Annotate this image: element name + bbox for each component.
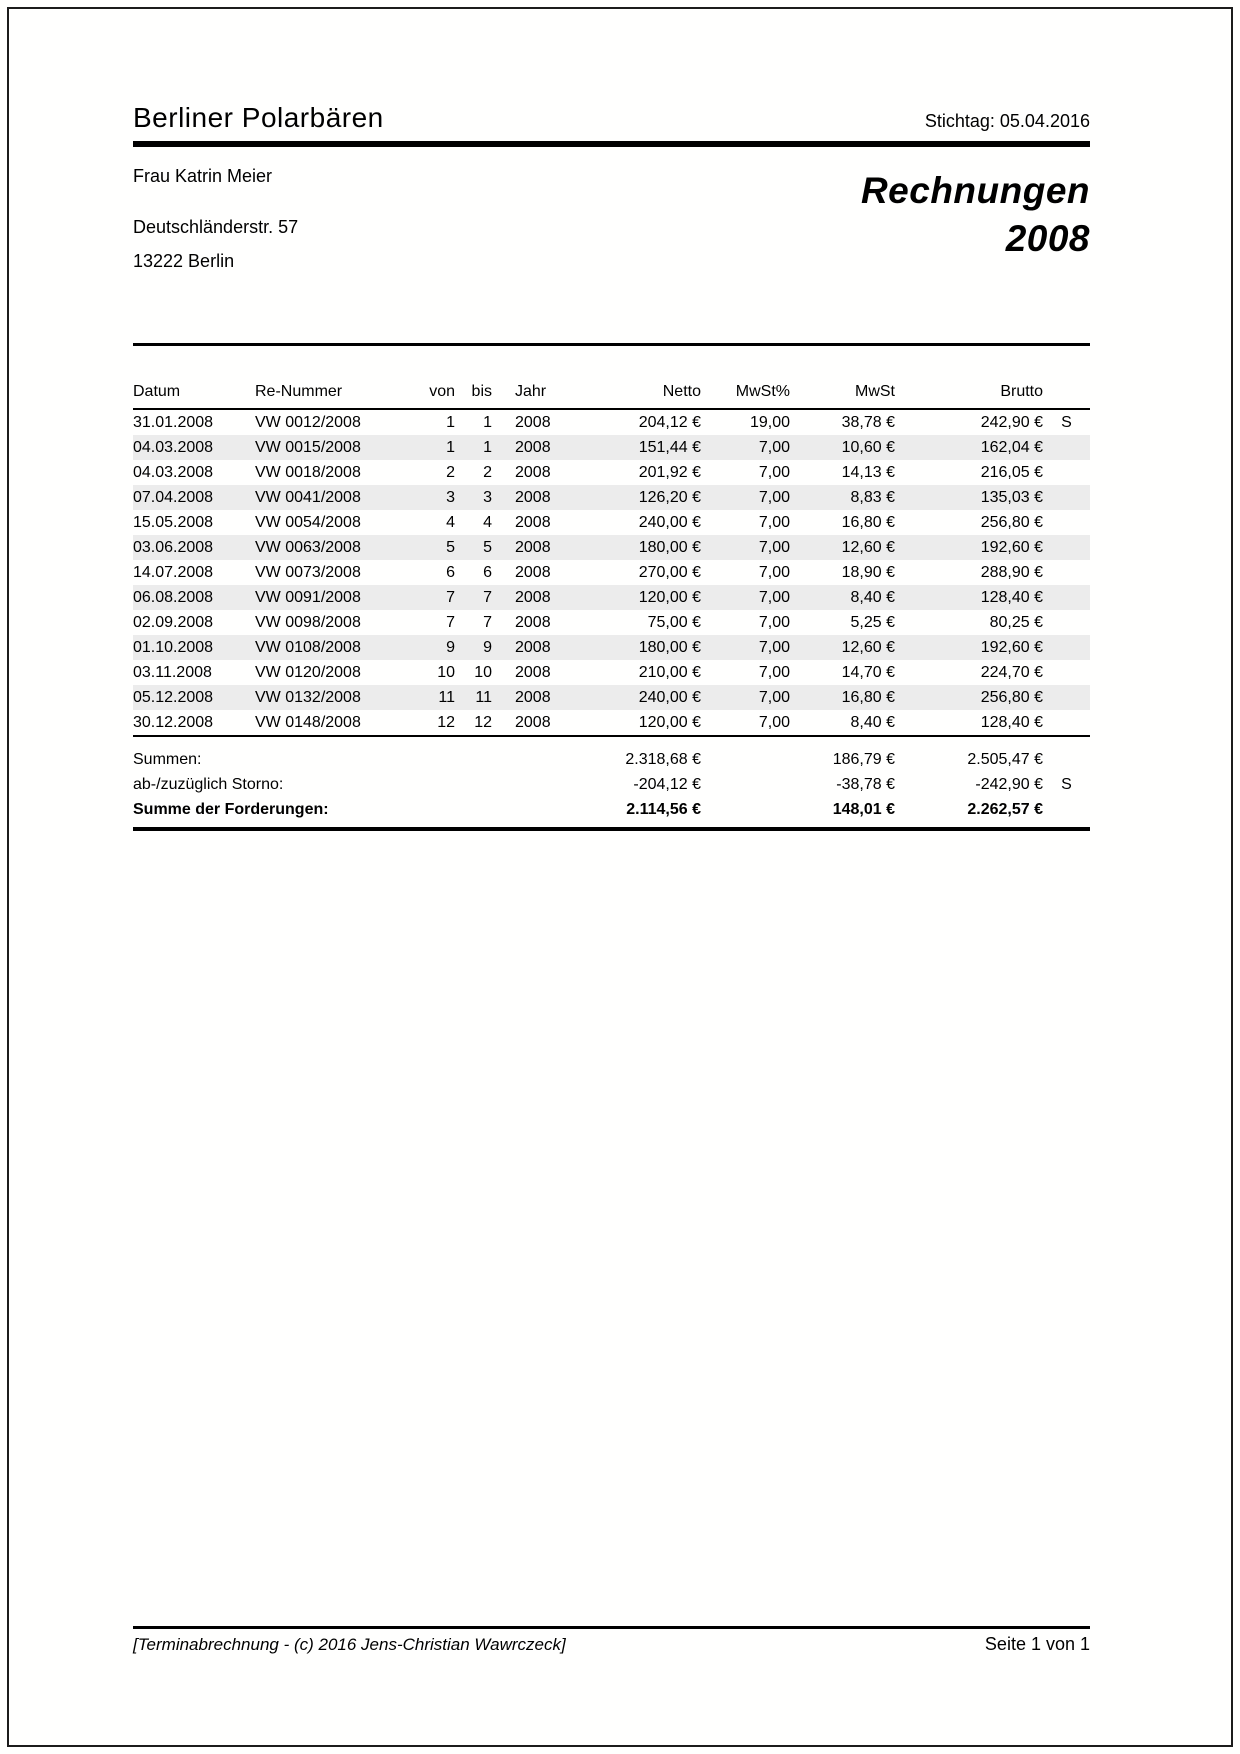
cell-netto: 120,00 €: [638, 713, 701, 731]
document-title-line2: 2008: [1005, 218, 1090, 259]
cell-netto: 240,00 €: [638, 513, 701, 531]
cell-jahr: 2008: [515, 463, 551, 481]
cell-datum: 04.03.2008: [133, 438, 214, 456]
cell-re-nummer: VW 0018/2008: [255, 463, 361, 481]
table-row: [133, 610, 1090, 635]
forderungen-flag: [1043, 797, 1090, 829]
cell-bis: 6: [483, 563, 492, 581]
cell-mwst-pct: 7,00: [758, 463, 790, 481]
cell-brutto: 128,40 €: [980, 713, 1043, 731]
table-row: [133, 409, 1090, 435]
forderungen-brutto: 2.262,57 €: [895, 797, 1043, 829]
cell-von: 10: [437, 663, 455, 681]
company-name: Berliner Polarbären: [133, 102, 384, 133]
cell-bis: 2: [483, 463, 492, 481]
cell-mwst-pct: 7,00: [758, 513, 790, 531]
cell-mwst: 10,60 €: [841, 438, 895, 456]
summary-row-storno: [133, 772, 1090, 797]
table-row: [133, 535, 1090, 560]
col-header-von: von: [429, 383, 455, 400]
cell-netto: 180,00 €: [638, 638, 701, 656]
cell-datum: 14.07.2008: [133, 563, 214, 581]
cell-datum: 30.12.2008: [133, 713, 214, 731]
invoice-table: [133, 343, 1090, 831]
report-date: Stichtag: 05.04.2016: [924, 111, 1090, 131]
cell-mwst-pct: 7,00: [758, 713, 790, 731]
cell-jahr: 2008: [515, 663, 551, 681]
invoice-rows: [133, 409, 1090, 736]
col-header-bis: bis: [471, 383, 492, 400]
cell-brutto: 192,60 €: [980, 538, 1043, 556]
cell-datum: 06.08.2008: [133, 588, 214, 606]
table-row: [133, 460, 1090, 485]
cell-re-nummer: VW 0015/2008: [255, 438, 361, 456]
cell-brutto: 135,03 €: [980, 488, 1043, 506]
cell-jahr: 2008: [515, 438, 551, 456]
cell-bis: 1: [483, 438, 492, 456]
summary-row-forderungen: [133, 797, 1090, 829]
cell-bis: 5: [483, 538, 492, 556]
storno-mwst: -38,78 €: [836, 775, 895, 793]
cell-flag: [1043, 460, 1090, 485]
page-header: [133, 103, 1090, 133]
cell-flag: [1043, 560, 1090, 585]
header-body: [133, 147, 1090, 343]
cell-re-nummer: VW 0012/2008: [255, 413, 361, 431]
cell-bis: 11: [475, 688, 492, 706]
cell-jahr: 2008: [515, 538, 551, 556]
cell-datum: 04.03.2008: [133, 463, 214, 481]
cell-mwst-pct: 7,00: [758, 563, 790, 581]
cell-mwst: 8,40 €: [850, 713, 895, 731]
cell-flag: [1043, 685, 1090, 710]
cell-mwst: 16,80 €: [841, 513, 895, 531]
col-header-mwst: MwSt: [855, 383, 895, 400]
cell-mwst-pct: 7,00: [758, 588, 790, 606]
col-header-re-nummer: Re-Nummer: [255, 383, 343, 400]
cell-brutto: 216,05 €: [980, 463, 1043, 481]
recipient-city: 13222 Berlin: [133, 251, 235, 271]
footer-page-number: Seite 1 von 1: [984, 1634, 1090, 1654]
table-header-row: [133, 345, 1090, 410]
storno-flag: S: [1061, 775, 1072, 793]
cell-mwst: 8,40 €: [850, 588, 895, 606]
cell-von: 4: [446, 513, 455, 531]
forderungen-mwst-pct-empty: [701, 797, 790, 829]
cell-mwst-pct: 7,00: [758, 438, 790, 456]
cell-jahr: 2008: [515, 588, 551, 606]
cell-bis: 4: [483, 513, 492, 531]
document-title-line1: Rechnungen: [860, 170, 1090, 211]
recipient-street: Deutschländerstr. 57: [133, 217, 299, 237]
table-row: [133, 660, 1090, 685]
cell-bis: 3: [483, 488, 492, 506]
cell-mwst: 12,60 €: [841, 538, 895, 556]
cell-mwst-pct: 7,00: [758, 638, 790, 656]
cell-brutto: 192,60 €: [980, 638, 1043, 656]
cell-netto: 270,00 €: [638, 563, 701, 581]
cell-jahr: 2008: [515, 713, 551, 731]
cell-brutto: 80,25 €: [989, 613, 1043, 631]
footer-program-credit: [Terminabrechnung - (c) 2016 Jens-Christian Wawrczeck]: [133, 1635, 566, 1654]
cell-re-nummer: VW 0063/2008: [255, 538, 361, 556]
cell-bis: 10: [474, 663, 492, 681]
cell-re-nummer: VW 0054/2008: [255, 513, 361, 531]
table-row: [133, 635, 1090, 660]
cell-mwst: 38,78 €: [841, 413, 895, 431]
cell-re-nummer: VW 0108/2008: [255, 638, 361, 656]
summary-mwst: 186,79 €: [832, 750, 895, 768]
cell-mwst-pct: 7,00: [758, 538, 790, 556]
cell-flag: [1043, 435, 1090, 460]
cell-von: 5: [446, 538, 455, 556]
summary-brutto: 2.505,47 €: [967, 750, 1043, 768]
cell-flag: [1043, 660, 1090, 685]
cell-flag: [1043, 610, 1090, 635]
page-footer: [133, 1626, 1090, 1655]
storno-netto: -204,12 €: [633, 775, 701, 793]
table-row: [133, 710, 1090, 736]
recipient-name: Frau Katrin Meier: [133, 166, 273, 186]
cell-datum: 03.11.2008: [133, 663, 212, 681]
table-row: [133, 585, 1090, 610]
cell-brutto: 256,80 €: [980, 688, 1043, 706]
table-row: [133, 435, 1090, 460]
cell-mwst-pct: 7,00: [758, 613, 790, 631]
cell-flag: [1043, 585, 1090, 610]
cell-netto: 151,44 €: [638, 438, 701, 456]
cell-mwst: 8,83 €: [850, 488, 895, 506]
cell-brutto: 162,04 €: [980, 438, 1043, 456]
cell-mwst: 14,13 €: [841, 463, 895, 481]
col-header-flag: [1043, 345, 1090, 410]
cell-jahr: 2008: [515, 688, 551, 706]
cell-datum: 07.04.2008: [133, 488, 214, 506]
cell-mwst-pct: 7,00: [758, 663, 790, 681]
cell-datum: 05.12.2008: [133, 688, 214, 706]
table-row: [133, 685, 1090, 710]
summary-netto: 2.318,68 €: [625, 750, 701, 768]
cell-brutto: 288,90 €: [980, 563, 1043, 581]
cell-mwst: 5,25 €: [850, 613, 895, 631]
cell-datum: 01.10.2008: [133, 638, 214, 656]
col-header-netto: Netto: [662, 383, 701, 400]
cell-jahr: 2008: [515, 488, 551, 506]
summary-flag: [1043, 736, 1090, 772]
cell-netto: 204,12 €: [638, 413, 701, 431]
cell-re-nummer: VW 0091/2008: [255, 588, 361, 606]
cell-bis: 12: [474, 713, 492, 731]
cell-netto: 201,92 €: [638, 463, 701, 481]
cell-datum: 15.05.2008: [133, 513, 214, 531]
document-title: [861, 167, 1090, 263]
cell-brutto: 242,90 €: [980, 413, 1043, 431]
table-row: [133, 485, 1090, 510]
cell-jahr: 2008: [515, 413, 551, 431]
col-header-datum: Datum: [133, 383, 181, 400]
cell-brutto: 256,80 €: [980, 513, 1043, 531]
forderungen-label: Summe der Forderungen:: [133, 797, 578, 829]
cell-netto: 120,00 €: [638, 588, 701, 606]
cell-von: 1: [446, 438, 455, 456]
cell-netto: 126,20 €: [638, 488, 701, 506]
cell-von: 1: [446, 413, 455, 431]
cell-bis: 7: [483, 613, 492, 631]
page-content: [133, 0, 1090, 831]
forderungen-netto: 2.114,56 €: [578, 797, 701, 829]
cell-mwst: 14,70 €: [841, 663, 895, 681]
cell-jahr: 2008: [515, 613, 551, 631]
storno-brutto: -242,90 €: [975, 775, 1043, 793]
cell-flag: [1043, 635, 1090, 660]
cell-bis: 1: [483, 413, 492, 431]
cell-brutto: 224,70 €: [980, 663, 1043, 681]
cell-mwst-pct: 19,00: [749, 413, 790, 431]
cell-jahr: 2008: [515, 638, 551, 656]
cell-von: 9: [446, 638, 455, 656]
cell-netto: 240,00 €: [638, 688, 701, 706]
cell-flag: [1043, 535, 1090, 560]
table-row: [133, 510, 1090, 535]
cell-jahr: 2008: [515, 563, 551, 581]
cell-datum: 03.06.2008: [133, 538, 214, 556]
cell-bis: 7: [483, 588, 492, 606]
cell-datum: 02.09.2008: [133, 613, 214, 631]
summary-mwst-pct-empty: [701, 736, 790, 772]
cell-netto: 210,00 €: [638, 663, 701, 681]
cell-mwst: 16,80 €: [841, 688, 895, 706]
forderungen-mwst: 148,01 €: [790, 797, 895, 829]
storno-mwst-pct-empty: [701, 772, 790, 797]
cell-flag: S: [1061, 413, 1072, 431]
cell-re-nummer: VW 0148/2008: [255, 713, 361, 731]
cell-re-nummer: VW 0073/2008: [255, 563, 361, 581]
cell-jahr: 2008: [515, 513, 551, 531]
cell-von: 12: [437, 713, 455, 731]
cell-re-nummer: VW 0120/2008: [255, 663, 361, 681]
storno-label: ab-/zuzüglich Storno:: [133, 775, 284, 793]
cell-re-nummer: VW 0132/2008: [255, 688, 361, 706]
col-header-jahr: Jahr: [515, 383, 547, 400]
table-row: [133, 560, 1090, 585]
summary-label: Summen:: [133, 750, 202, 768]
cell-von: 7: [446, 588, 455, 606]
col-header-mwst-pct: MwSt%: [735, 383, 790, 400]
cell-von: 3: [446, 488, 455, 506]
cell-re-nummer: VW 0098/2008: [255, 613, 361, 631]
cell-mwst-pct: 7,00: [758, 488, 790, 506]
cell-brutto: 128,40 €: [980, 588, 1043, 606]
cell-flag: [1043, 710, 1090, 736]
cell-von: 2: [446, 463, 455, 481]
cell-re-nummer: VW 0041/2008: [255, 488, 361, 506]
cell-mwst: 12,60 €: [841, 638, 895, 656]
cell-von: 7: [446, 613, 455, 631]
cell-mwst-pct: 7,00: [758, 688, 790, 706]
cell-von: 11: [438, 688, 455, 706]
cell-flag: [1043, 485, 1090, 510]
cell-mwst: 18,90 €: [841, 563, 895, 581]
cell-von: 6: [446, 563, 455, 581]
footer-rule: [133, 1626, 1090, 1629]
cell-bis: 9: [483, 638, 492, 656]
cell-netto: 180,00 €: [638, 538, 701, 556]
cell-flag: [1043, 510, 1090, 535]
cell-netto: 75,00 €: [647, 613, 701, 631]
cell-datum: 31.01.2008: [133, 413, 214, 431]
summary-row-summen: [133, 736, 1090, 772]
col-header-brutto: Brutto: [1000, 383, 1043, 400]
